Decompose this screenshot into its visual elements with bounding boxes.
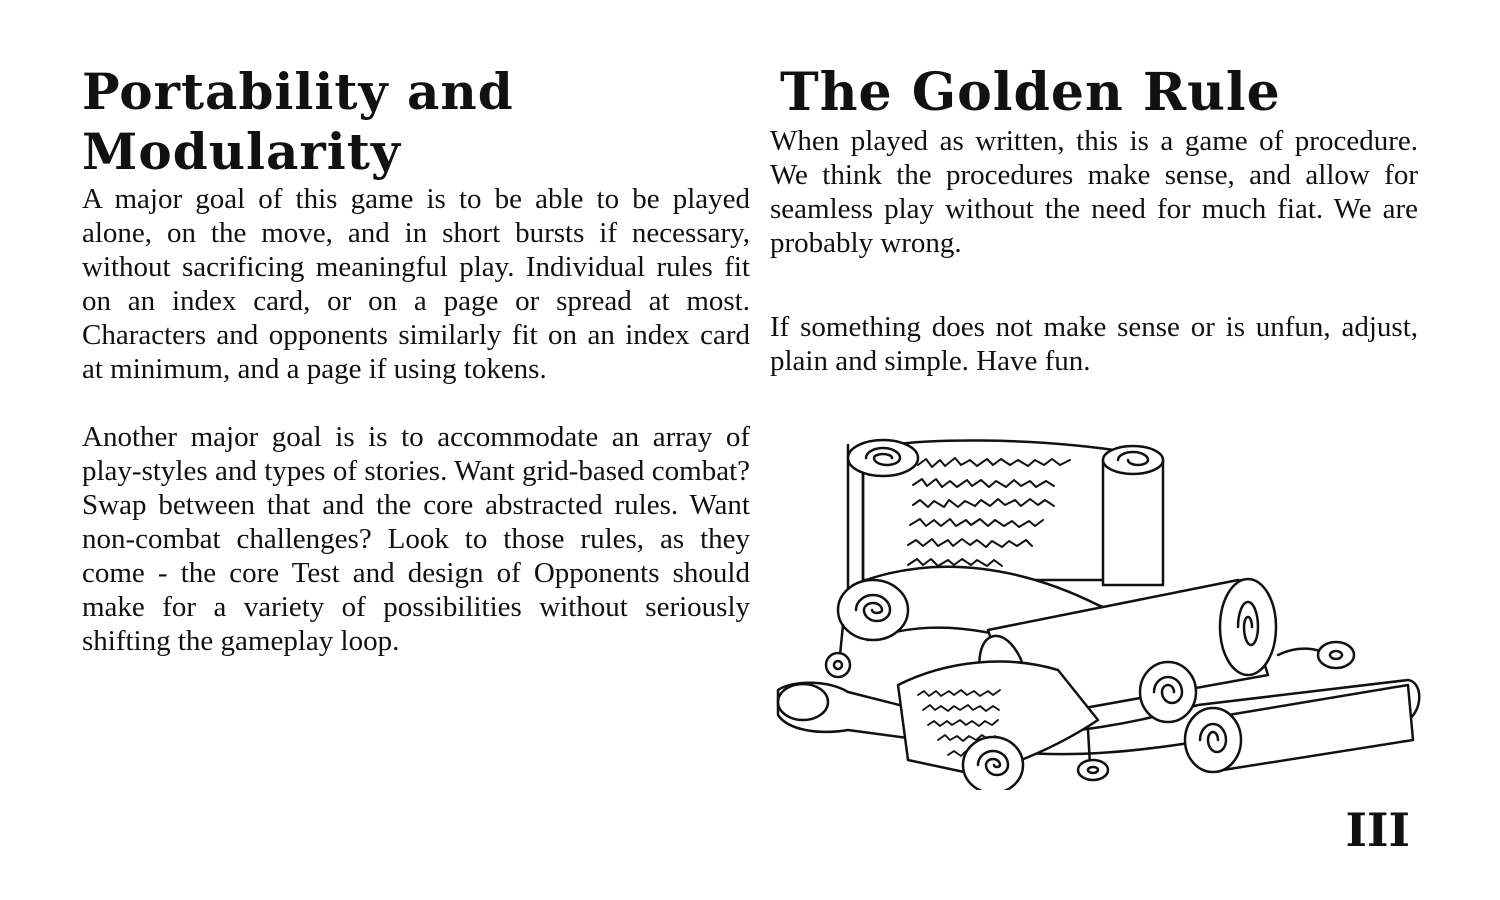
page-number: III <box>1345 803 1410 857</box>
paragraph-goal-portability: A major goal of this game is to be able to be played alone, on the move, and in short bursts if necessary, without sacrificing meaningful play. Individual rules fit on an index card, or on a page or spread at most. Characters and opponents similarly fit on an index card at minimum, and a page if using tokens. <box>82 183 750 385</box>
scrolls-illustration-icon <box>768 430 1423 790</box>
left-column <box>82 62 750 658</box>
section-heading-golden-rule: The Golden Rule <box>780 62 1281 123</box>
paragraph-procedure: When played as written, this is a game of procedure. We think the procedures make sense, and allow for seamless play without the need for much fiat. We are probably wrong. <box>770 125 1418 259</box>
paragraph-adjust: If something does not make sense or is unfun, adjust, plain and simple. Have fun. <box>770 311 1418 377</box>
right-column <box>770 62 1418 378</box>
paragraph-goal-playstyles: Another major goal is is to accommodate an array of play-styles and types of stories. Want grid-based combat? Swap between that and the core abstracted rules. Want non-combat challenges? Look to those rules, as they come - the core Test and design of Opponents should make for a variety of possibilities without seriously shifting the gameplay loop. <box>82 421 750 657</box>
section-heading-portability: Portability and Modularity <box>82 62 514 181</box>
